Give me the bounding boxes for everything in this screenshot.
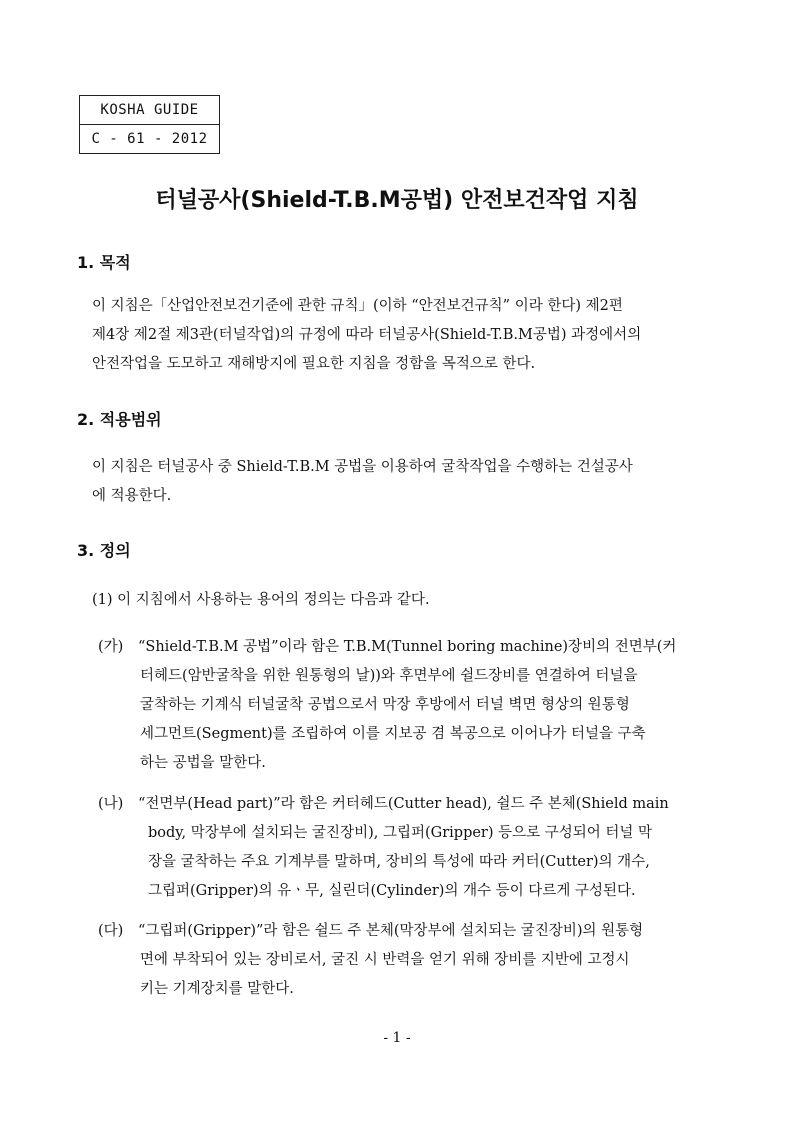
definition-line: 그립퍼(Gripper)의 유ㆍ무, 실린더(Cylinder)의 개수 등이 다르게 구성된다.: [148, 883, 636, 899]
section-heading-definitions: 3. 정의: [77, 541, 131, 560]
purpose-paragraph: [92, 292, 740, 379]
definition-line: 면에 부착되어 있는 장비로서, 굴진 시 반력을 얻기 위해 장비를 지반에 고정시: [140, 952, 630, 968]
guide-code: C - 61 - 2012: [80, 124, 219, 153]
kosha-guide-box: [79, 95, 220, 154]
definition-item-ga: [98, 633, 742, 778]
purpose-line: 안전작업을 도모하고 재해방지에 필요한 지침을 정함을 목적으로 한다.: [92, 356, 536, 372]
page-number: - 1 -: [383, 1030, 411, 1046]
definition-line: 장을 굴착하는 주요 기계부를 말하며, 장비의 특성에 따라 커터(Cutter)의 개수,: [148, 854, 650, 870]
scope-line: 이 지침은 터널공사 중 Shield-T.B.M 공법을 이용하여 굴착작업을 수행하는 건설공사: [92, 459, 633, 475]
section-heading-scope: 2. 적용범위: [77, 410, 162, 429]
definition-line: “Shield-T.B.M 공법”이라 함은 T.B.M(Tunnel boring machine)장비의 전면부(커: [138, 639, 677, 655]
definition-line: body, 막장부에 설치되는 굴진장비), 그립퍼(Gripper) 등으로 구성되어 터널 막: [148, 825, 653, 841]
definitions-intro: (1) 이 지침에서 사용하는 용어의 정의는 다음과 같다.: [92, 592, 430, 608]
scope-line: 에 적용한다.: [92, 488, 172, 504]
definition-marker: (다): [98, 923, 124, 939]
scope-paragraph: [92, 453, 740, 511]
definition-line: 키는 기계장치를 말한다.: [140, 981, 294, 997]
definition-line: “전면부(Head part)”라 함은 커터헤드(Cutter head), 쉴드 주 본체(Shield main: [138, 796, 669, 812]
purpose-line: 이 지침은「산업안전보건기준에 관한 규칙」(이하 “안전보건규칙” 이라 한다) 제2편: [92, 298, 623, 314]
definition-marker: (나): [98, 796, 124, 812]
definition-line: 굴착하는 기계식 터널굴착 공법으로서 막장 후방에서 터널 벽면 형상의 원통형: [140, 697, 630, 713]
section-heading-purpose: 1. 목적: [77, 253, 131, 272]
definition-item-da: [98, 917, 742, 1004]
definition-marker: (가): [98, 639, 124, 655]
purpose-line: 제4장 제2절 제3관(터널작업)의 규정에 따라 터널공사(Shield-T.B.M공법) 과정에서의: [92, 327, 642, 343]
definition-line: 세그먼트(Segment)를 조립하여 이를 지보공 겸 복공으로 이어나가 터널을 구축: [140, 726, 646, 742]
guide-label: KOSHA GUIDE: [100, 102, 199, 118]
definition-line: 하는 공법을 말한다.: [140, 755, 266, 771]
document-title: 터널공사(Shield-T.B.M공법) 안전보건작업 지침: [155, 188, 639, 213]
definition-line: 터헤드(암반굴착을 위한 원통형의 날))와 후면부에 쉴드장비를 연결하여 터널을: [140, 668, 638, 684]
definition-item-na: [98, 790, 742, 906]
definition-line: “그립퍼(Gripper)”라 함은 쉴드 주 본체(막장부에 설치되는 굴진장비)의 원통형: [138, 923, 644, 939]
